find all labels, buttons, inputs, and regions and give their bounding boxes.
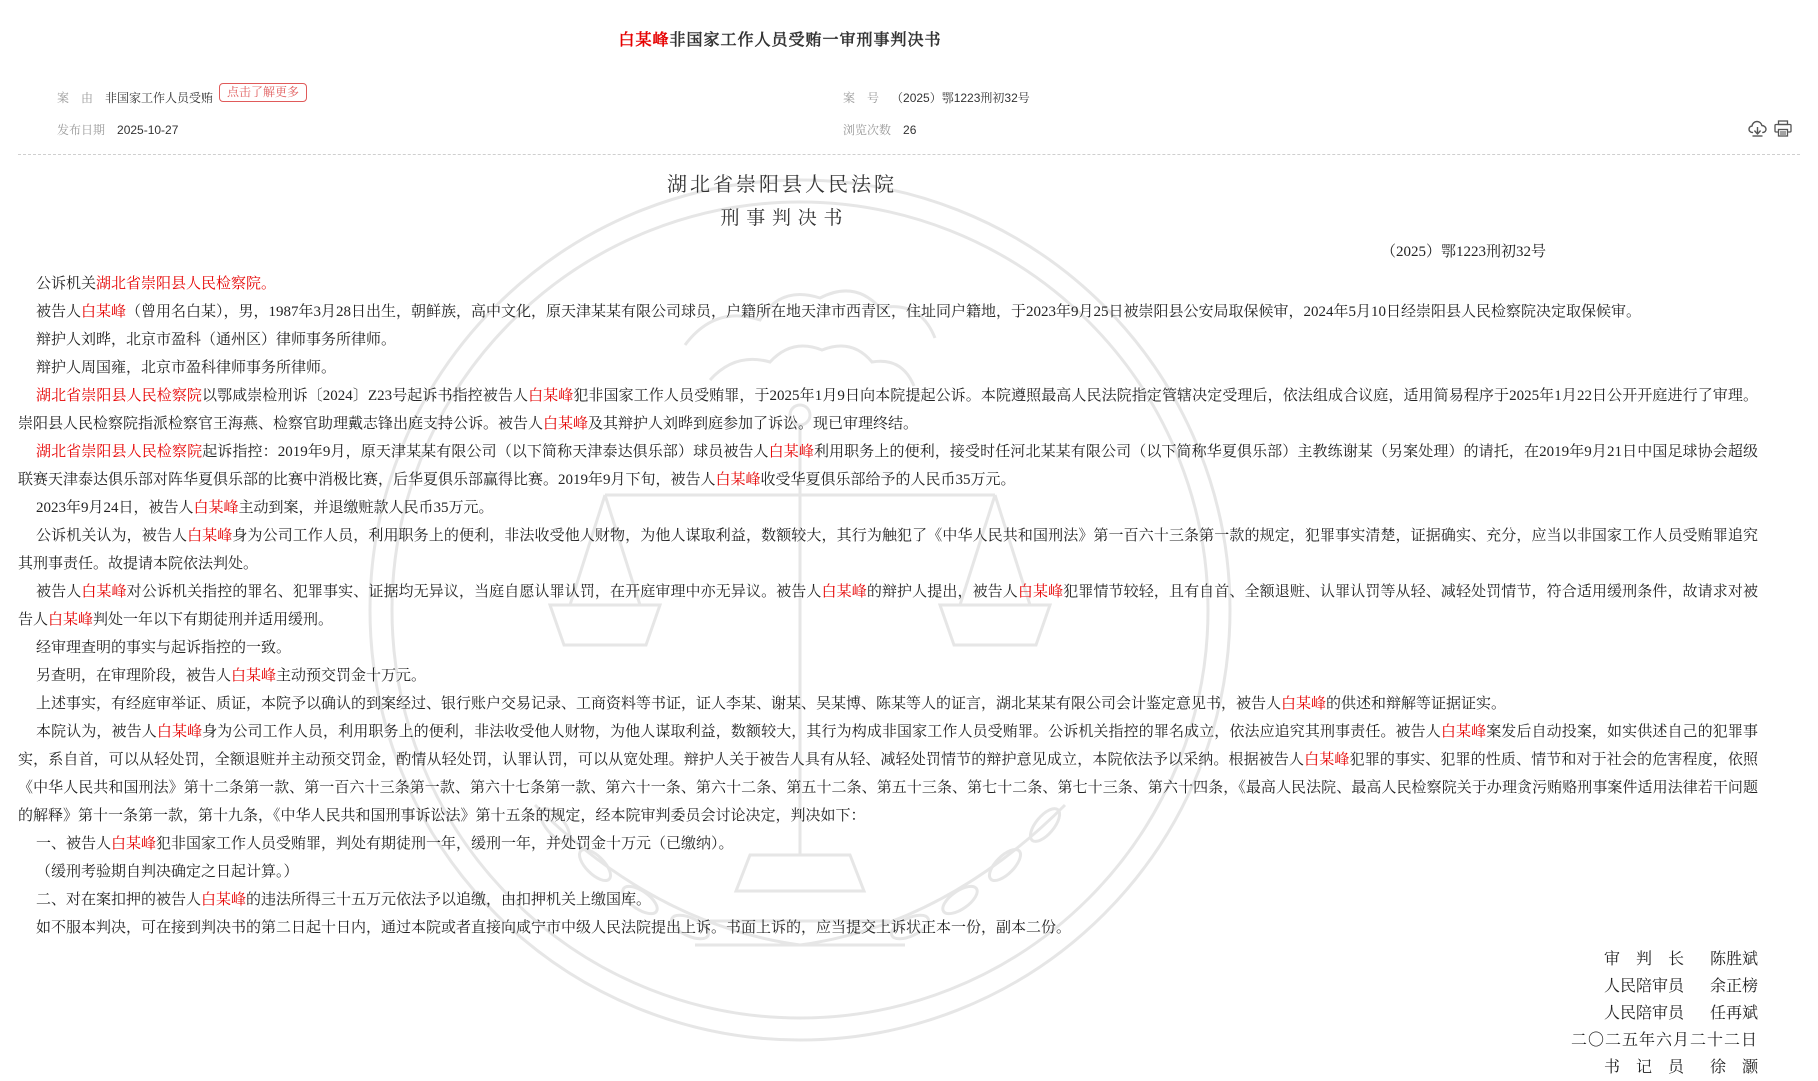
signature-block	[18, 946, 1758, 1081]
paragraph	[18, 662, 1758, 690]
printer-icon[interactable]	[1774, 120, 1792, 137]
case-number-label: 案 号	[843, 91, 880, 105]
paragraph	[18, 830, 1758, 858]
paragraph-text: 身为公司工作人员，利用职务上的便利，非法收受他人财物，为他人谋取利益，数额较大，其行为触犯了《中华人民共和国刑法》第一百六十三条第一款的规定，犯罪事实清楚，证据确实、充分，应当以非国家工作人员受贿罪追究其刑事责任。故提请本院依法判处。	[18, 528, 1758, 572]
view-count-value: 26	[903, 122, 917, 137]
paragraph-text: 的辩护人提出，被告人	[866, 584, 1018, 600]
meta-row-2	[0, 121, 1818, 138]
red-highlight: 白某峰	[1281, 696, 1327, 712]
red-highlight: 白某峰	[156, 724, 203, 740]
paragraph-text: 如不服本判决，可在接到判决书的第二日起十日内，通过本院或者直接向咸宁市中级人民法院提出上诉。书面上诉的，应当提交上诉状正本一份，副本二份。	[36, 920, 1072, 936]
red-highlight: 湖北省崇阳县人民检察院。	[96, 276, 277, 292]
paragraph	[18, 858, 1758, 886]
red-highlight: 白某峰	[231, 668, 277, 684]
red-highlight: 白某峰	[1440, 724, 1487, 740]
paragraph-text: 的供述和辩解等证据证实。	[1326, 696, 1507, 712]
paragraph-text: 主动到案，并退缴赃款人民币35万元。	[238, 500, 494, 516]
court-name: 湖北省崇阳县人民法院	[667, 174, 897, 196]
paragraph-text: 身为公司工作人员，利用职务上的便利，非法收受他人财物，为他人谋取利益，数额较大，其行为构成非国家工作人员受贿罪。公诉机关指控的罪名成立，依法应追究其刑事责任。被告人	[202, 724, 1441, 740]
paragraph-text: 以鄂咸崇检刑诉〔2024〕Z23号起诉书指控被告人	[202, 388, 529, 404]
cloud-download-icon[interactable]	[1748, 120, 1767, 137]
paragraph	[18, 326, 1758, 354]
paragraph-text: 对公诉机关指控的罪名、犯罪事实、证据均无异议，当庭自愿认罪认罚，在开庭审理中亦无异议。被告人	[126, 584, 822, 600]
signature-row	[18, 1054, 1758, 1081]
publish-date-label: 发布日期	[57, 123, 106, 137]
view-count-label: 浏览次数	[843, 123, 892, 137]
signature-name: 陈胜斌	[1709, 951, 1758, 968]
paragraph-text: （曾用名白某），男，1987年3月28日出生，朝鲜族，高中文化，原天津某某有限公司球员，户籍所在地天津市西青区，住址同户籍地，于2023年9月25日被崇阳县公安局取保候审，2024年5月10日经崇阳县人民检察院决定取保候审。	[126, 304, 1642, 320]
paragraph-text: 犯罪的事实、犯罪的性质、情节和对于社会的危害程度，依照《中华人民共和国刑法》第十二条第一款、第一百六十三条第一款、第六十七条第一款、第六十一条、第六十二条、第五十二条、第五十三条、第七十二条、第七十三条、第六十四条，《最高人民法院、最高人民检察院关于办理贪污贿赂刑事案件适用法律若干问题的解释》第十一条第一款，第十九条，《中华人民共和国刑事诉讼法》第十五条的规定，经本院审判委员会讨论决定，判决如下：	[18, 752, 1758, 824]
paragraph	[18, 718, 1758, 830]
paragraph	[18, 382, 1758, 438]
paragraph-text: 案发后自动投案，如实供述自己的犯罪事实，系自首，可以从轻处罚，全额退赃并主动预交罚金，酌情从轻处罚，认罪认罚，可以从宽处理。辩护人关于被告人具有从轻、减轻处罚情节的辩护意见成立，本院依法予以采纳。根据被告人	[18, 724, 1758, 768]
header-actions	[1748, 120, 1792, 137]
paragraph-text: 被告人	[36, 584, 82, 600]
dashed-divider	[18, 154, 1800, 155]
meta-section	[0, 85, 1818, 138]
meta-row-1	[0, 85, 1818, 107]
paragraph	[18, 914, 1758, 942]
paragraph	[18, 522, 1758, 578]
case-number	[843, 89, 1030, 106]
paragraph	[18, 298, 1758, 326]
paragraph	[18, 578, 1758, 634]
case-cause-label: 案 由	[57, 91, 94, 105]
case-cause-value: 非国家工作人员受贿	[105, 91, 214, 105]
red-highlight: 白某峰	[528, 388, 574, 404]
paragraph-text: 起诉指控：2019年9月，原天津某某有限公司（以下简称天津泰达俱乐部）球员被告人	[202, 444, 769, 460]
signature-role: 人民陪审员	[1603, 1005, 1684, 1022]
paragraph-text: 二、对在案扣押的被告人	[36, 892, 202, 908]
signature-role: 书 记 员	[1603, 1059, 1684, 1076]
paragraph-text: 犯非国家工作人员受贿罪，判处有期徒刑一年，缓刑一年，并处罚金十万元（已缴纳）。	[156, 836, 734, 852]
document-type: 刑 事 判 决 书	[720, 208, 844, 229]
signature-role: 审 判 长	[1603, 951, 1684, 968]
judgment-document	[18, 168, 1758, 1081]
signature-row	[18, 946, 1758, 973]
paragraph-text: 公诉机关	[36, 276, 97, 292]
red-highlight: 湖北省崇阳县人民检察院	[36, 444, 203, 460]
header	[0, 0, 1818, 138]
signature-name: 徐 灏	[1709, 1059, 1758, 1076]
paragraph-text: 经审理查明的事实与起诉指控的一致。	[36, 640, 292, 656]
signature-name: 余正榜	[1709, 978, 1758, 995]
red-highlight: 白某峰	[1304, 752, 1350, 768]
paragraph-text: 公诉机关认为，被告人	[36, 528, 188, 544]
red-highlight: 白某峰	[768, 444, 814, 460]
paragraph-text: 判处一年以下有期徒刑并适用缓刑。	[93, 612, 334, 628]
red-highlight: 白某峰	[201, 892, 247, 908]
paragraph-text: 犯罪情节较轻，且有自首、全额退赃、认罪认罚等从轻、减轻处罚情节，符合适用缓刑条件，故请求对被告人	[18, 584, 1758, 628]
paragraph-text: 犯非国家工作人员受贿罪，于2025年1月9日向本院提起公诉。本院遵照最高人民法院指定管辖决定受理后，依法组成合议庭，适用简易程序于2025年1月22日公开开庭进行了审理。崇阳县人民检察院指派检察官王海燕、检察官助理戴志锋出庭支持公诉。被告人	[18, 388, 1758, 432]
paragraph-text: 利用职务上的便利，接受时任河北某某有限公司（以下简称华夏俱乐部）主教练谢某（另案处理）的请托，在2019年9月21日中国足球协会超级联赛天津泰达俱乐部对阵华夏俱乐部的比赛中消极比赛，后华夏俱乐部赢得比赛。2019年9月下旬，被告人	[18, 444, 1758, 488]
red-highlight: 白某峰	[715, 472, 761, 488]
document-head	[18, 168, 1546, 261]
paragraph	[18, 438, 1758, 494]
judgment-date: 二〇二五年六月二十二日	[1570, 1032, 1758, 1049]
publish-date-value: 2025-10-27	[117, 122, 179, 137]
view-count	[843, 121, 916, 138]
case-number-value: （2025）鄂1223刑初32号	[891, 91, 1030, 105]
paragraph	[18, 494, 1758, 522]
signature-role: 人民陪审员	[1603, 978, 1684, 995]
document-paragraphs	[18, 270, 1758, 942]
paragraph-text: 一、被告人	[36, 836, 112, 852]
red-highlight: 白某峰	[193, 500, 239, 516]
paragraph	[18, 354, 1758, 382]
signature-row	[18, 1000, 1758, 1027]
paragraph-text: 2023年9月24日，被告人	[36, 500, 194, 516]
paragraph-text: 主动预交罚金十万元。	[276, 668, 427, 684]
red-highlight: 白某峰	[48, 612, 94, 628]
red-highlight: 白某峰	[543, 416, 589, 432]
red-highlight: 白某峰	[81, 584, 127, 600]
publish-date	[0, 121, 843, 138]
red-highlight: 白某峰	[187, 528, 233, 544]
document-case-number: （2025）鄂1223刑初32号	[1380, 244, 1546, 260]
red-highlight: 白某峰	[111, 836, 157, 852]
red-highlight: 白某峰	[81, 304, 127, 320]
paragraph-text: 本院认为，被告人	[36, 724, 157, 740]
paragraph-text: 的违法所得三十五万元依法予以追缴，由扣押机关上缴国库。	[246, 892, 652, 908]
learn-more-button[interactable]: 点击了解更多	[219, 83, 307, 102]
paragraph-text: 辩护人刘晔，北京市盈科（通州区）律师事务所律师。	[36, 332, 397, 348]
paragraph-text: 及其辩护人刘晔到庭参加了诉讼。现已审理终结。	[588, 416, 919, 432]
paragraph-text: 收受华夏俱乐部给予的人民币35万元。	[760, 472, 1016, 488]
paragraph-text: 另查明，在审理阶段，被告人	[36, 668, 232, 684]
paragraph	[18, 270, 1758, 298]
signature-name: 任再斌	[1709, 1005, 1758, 1022]
paragraph	[18, 634, 1758, 662]
paragraph	[18, 886, 1758, 914]
paragraph	[18, 690, 1758, 718]
red-highlight: 白某峰	[821, 584, 867, 600]
signature-row	[18, 973, 1758, 1000]
case-cause	[0, 85, 843, 107]
paragraph-text: 辩护人周国雍，北京市盈科律师事务所律师。	[36, 360, 337, 376]
page-title	[0, 0, 1560, 50]
red-highlight: 湖北省崇阳县人民检察院	[36, 388, 203, 404]
paragraph-text: （缓刑考验期自判决确定之日起计算。）	[36, 864, 299, 880]
paragraph-text: 上述事实，有经庭审举证、质证，本院予以确认的到案经过、银行账户交易记录、工商资料等书证，证人李某、谢某、吴某博、陈某等人的证言，湖北某某有限公司会计鉴定意见书，被告人	[36, 696, 1282, 712]
paragraph-text: 被告人	[36, 304, 82, 320]
page-title-rest: 非国家工作人员受贿一审刑事判决书	[669, 32, 942, 49]
red-highlight: 白某峰	[1017, 584, 1064, 600]
defendant-name-highlight: 白某峰	[618, 32, 670, 49]
